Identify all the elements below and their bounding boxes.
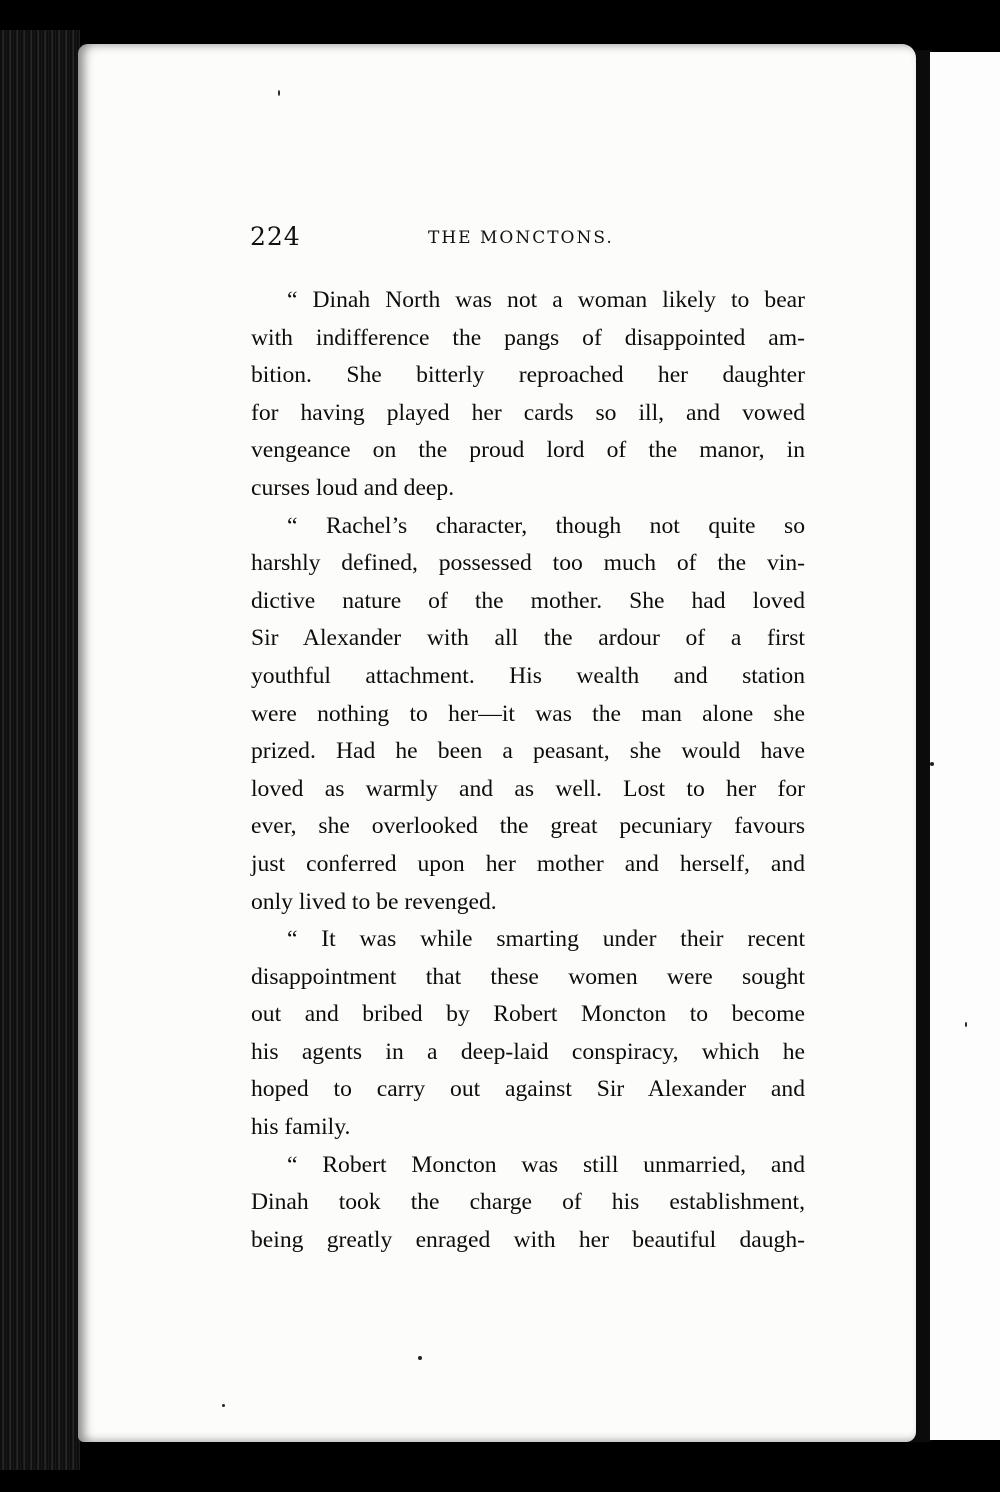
- body-text: [251, 282, 805, 1259]
- page-header: [250, 222, 810, 258]
- text-line: were nothing to her—it was the man alone she: [251, 700, 805, 727]
- paragraph: [251, 1147, 805, 1260]
- scan-speck: [222, 1404, 225, 1407]
- text-line: being greatly enraged with her beautiful daugh-: [251, 1226, 805, 1253]
- text-line: disappointment that these women were sought: [251, 963, 805, 990]
- text-line: for having played her cards so ill, and vowed: [251, 399, 805, 426]
- text-line: out and bribed by Robert Moncton to become: [251, 1001, 805, 1028]
- text-line: Sir Alexander with all the ardour of a first: [251, 625, 805, 652]
- page-number: 224: [250, 222, 301, 251]
- running-title: THE MONCTONS.: [428, 228, 614, 248]
- text-line: harshly defined, possessed too much of the vin-: [251, 550, 805, 577]
- text-line: loved as warmly and as well. Lost to her for: [251, 775, 805, 802]
- text-line: “ Rachel’s character, though not quite so: [287, 512, 805, 539]
- text-line: “ It was while smarting under their recent: [287, 926, 805, 953]
- text-line: just conferred upon her mother and herself, and: [251, 850, 805, 877]
- text-line: bition. She bitterly reproached her daughter: [251, 362, 805, 389]
- text-line: prized. Had he been a peasant, she would have: [251, 738, 805, 765]
- text-line: curses loud and deep.: [251, 474, 455, 501]
- scan-speck: [930, 762, 934, 766]
- text-line: vengeance on the proud lord of the manor, in: [251, 437, 805, 464]
- text-line: only lived to be revenged.: [251, 888, 497, 915]
- scan-speck: [418, 1356, 422, 1360]
- text-line: “ Robert Moncton was still unmarried, and: [287, 1151, 805, 1178]
- paragraph: [251, 508, 805, 922]
- text-line: youthful attachment. His wealth and station: [251, 662, 805, 689]
- page-edge-stack: [0, 30, 80, 1470]
- text-line: ever, she overlooked the great pecuniary favours: [251, 813, 805, 840]
- text-line: his agents in a deep-laid conspiracy, which he: [251, 1038, 805, 1065]
- scan-speck: [278, 90, 280, 96]
- text-line: dictive nature of the mother. She had loved: [251, 587, 805, 614]
- text-line: his family.: [251, 1114, 351, 1141]
- paragraph: [251, 921, 805, 1147]
- text-line: Dinah took the charge of his establishment,: [251, 1189, 805, 1216]
- text-line: “ Dinah North was not a woman likely to bear: [287, 287, 805, 313]
- text-line: hoped to carry out against Sir Alexander and: [251, 1076, 805, 1103]
- text-line: with indifference the pangs of disappointed am-: [251, 324, 805, 351]
- paragraph: [251, 282, 805, 508]
- scan-speck: [965, 1022, 967, 1027]
- facing-page-edge: [930, 52, 1000, 1440]
